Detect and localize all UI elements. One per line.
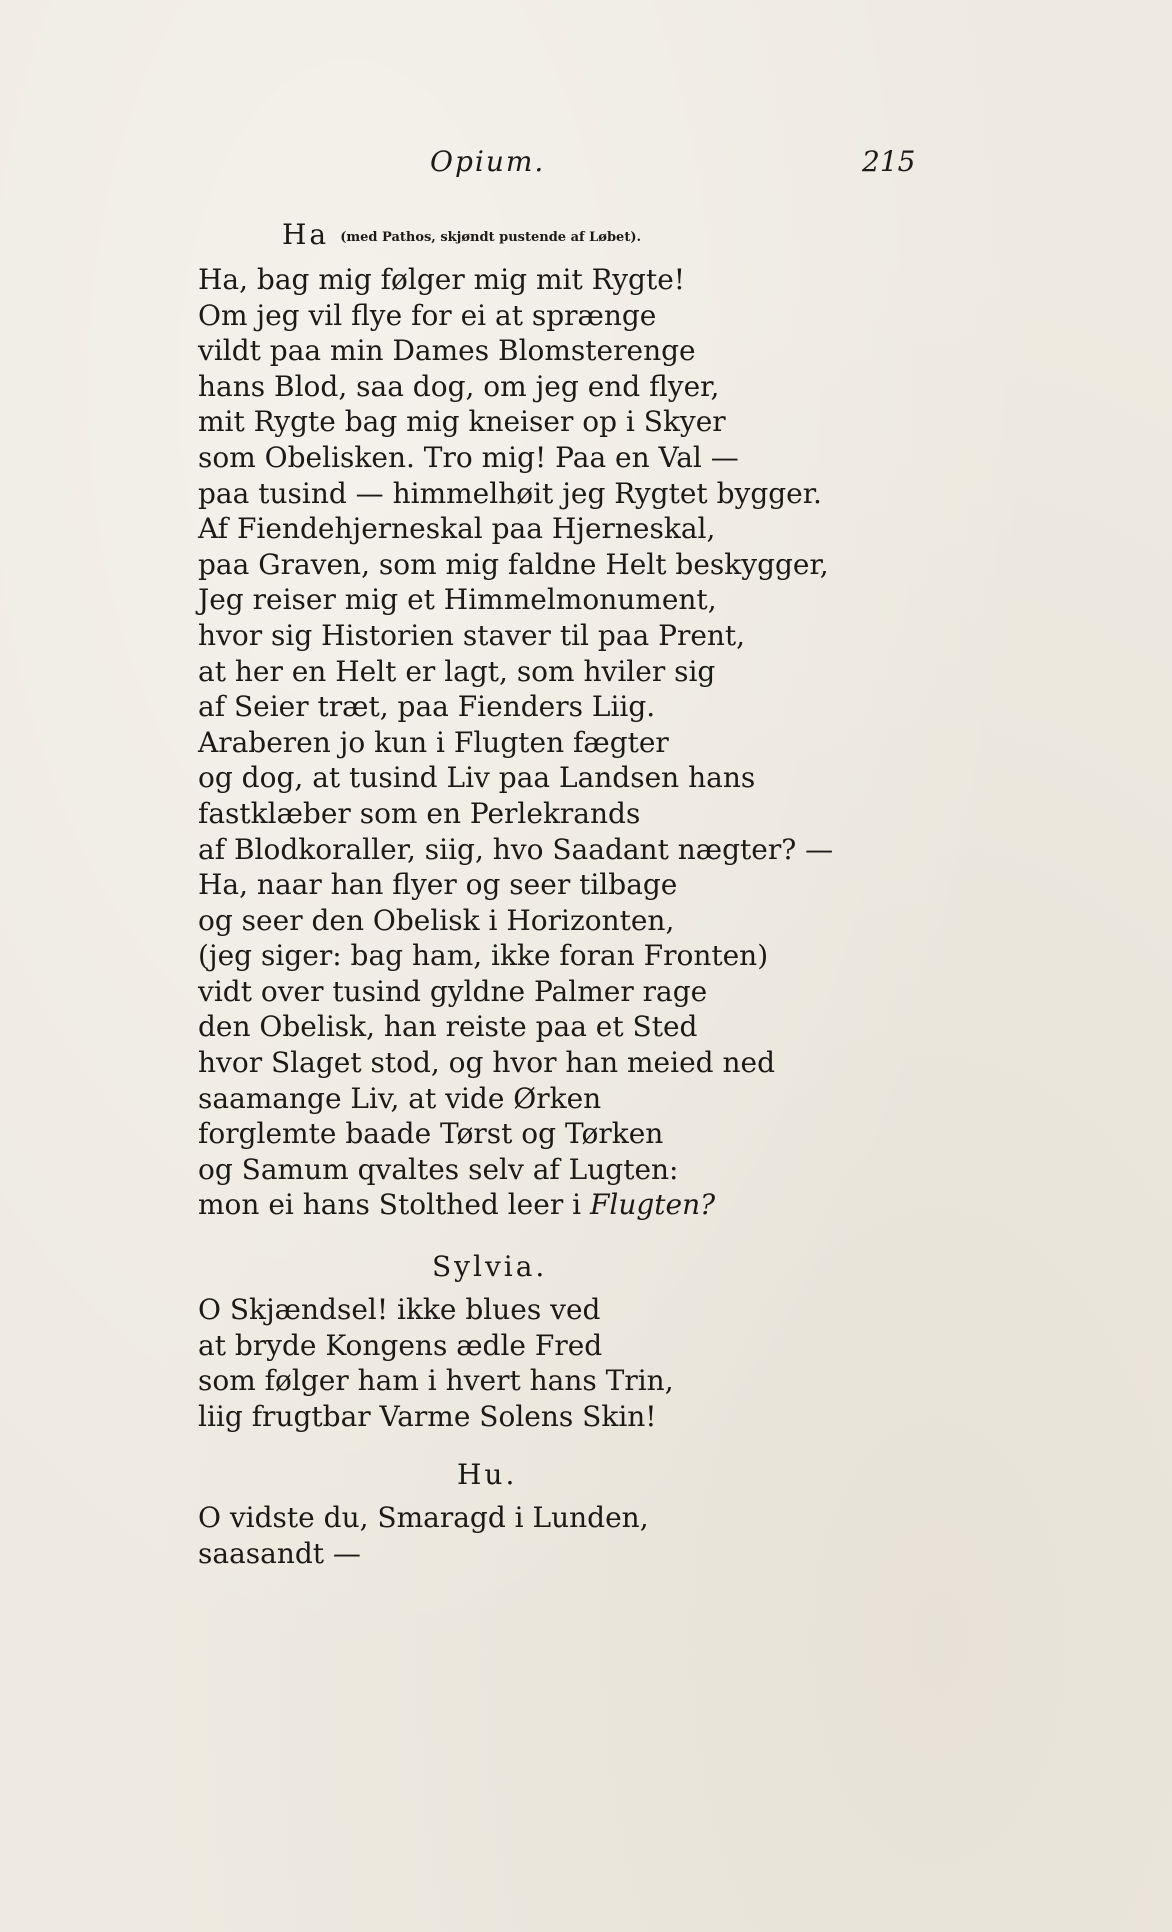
verse-line: at bryde Kongens ædle Fred bbox=[198, 1328, 603, 1362]
verse-line: som følger ham i hvert hans Trin, bbox=[198, 1364, 674, 1398]
verse-line: den Obelisk, han reiste paa et Sted bbox=[198, 1010, 698, 1044]
verse-line-last bbox=[198, 1187, 833, 1223]
verse-line: Araberen jo kun i Flugten fægter bbox=[198, 725, 669, 759]
stage-direction: (med Pathos, skjøndt pustende af Løbet). bbox=[340, 230, 642, 245]
verse-line: mit Rygte bag mig kneiser op i Skyer bbox=[198, 405, 726, 439]
verse-line: saasandt — bbox=[198, 1536, 361, 1570]
speaker-heading-sylvia: Sylvia. bbox=[432, 1250, 548, 1283]
verse-line: O vidste du, Smaragd i Lunden, bbox=[198, 1501, 649, 1534]
verse-line: Ha, naar han flyer og seer tilbage bbox=[198, 868, 678, 902]
verse-line: paa Graven, som mig faldne Helt beskygger, bbox=[198, 547, 829, 581]
verse-line: at her en Helt er lagt, som hviler sig bbox=[198, 654, 716, 688]
verse-line: Om jeg vil flye for ei at sprænge bbox=[198, 298, 657, 332]
verse-line: O Skjændsel! ikke blues ved bbox=[198, 1293, 601, 1326]
verse-block-sylvia bbox=[198, 1292, 674, 1434]
running-header-title: Opium. bbox=[430, 145, 546, 178]
verse-line: saamange Liv, at vide Ørken bbox=[198, 1081, 602, 1115]
speaker-heading-ha bbox=[282, 218, 641, 251]
verse-line: og seer den Obelisk i Horizonten, bbox=[198, 903, 675, 937]
verse-line: hans Blod, saa dog, om jeg end flyer, bbox=[198, 369, 720, 403]
verse-line: Af Fiendehjerneskal paa Hjerneskal, bbox=[198, 512, 716, 546]
verse-block-hu bbox=[198, 1500, 649, 1571]
verse-line: forglemte baade Tørst og Tørken bbox=[198, 1117, 664, 1151]
verse-line: Jeg reiser mig et Himmelmonument, bbox=[198, 583, 717, 617]
speaker-heading-hu: Hu. bbox=[457, 1458, 518, 1491]
verse-line: Ha, bag mig følger mig mit Rygte! bbox=[198, 263, 686, 296]
speaker-name: Ha bbox=[282, 218, 330, 251]
verse-line: hvor Slaget stod, og hvor han meied ned bbox=[198, 1046, 776, 1080]
verse-line: vidt over tusind gyldne Palmer rage bbox=[198, 974, 708, 1008]
verse-line-prefix: mon ei hans Stolthed leer i bbox=[198, 1188, 590, 1222]
verse-line: fastklæber som en Perlekrands bbox=[198, 796, 641, 830]
verse-line: som Obelisken. Tro mig! Paa en Val — bbox=[198, 440, 739, 474]
page-number: 215 bbox=[862, 145, 916, 178]
verse-line-italic: Flugten? bbox=[589, 1188, 716, 1222]
verse-line: hvor sig Historien staver til paa Prent, bbox=[198, 618, 746, 652]
verse-line: af Seier træt, paa Fienders Liig. bbox=[198, 690, 656, 724]
verse-line: paa tusind — himmelhøit jeg Rygtet bygger. bbox=[198, 476, 822, 510]
verse-block-ha bbox=[198, 262, 833, 1223]
verse-line: vildt paa min Dames Blomsterenge bbox=[198, 334, 696, 368]
verse-line: liig frugtbar Varme Solens Skin! bbox=[198, 1399, 657, 1433]
verse-line: og Samum qvaltes selv af Lugten: bbox=[198, 1152, 679, 1186]
verse-line: og dog, at tusind Liv paa Landsen hans bbox=[198, 761, 756, 795]
verse-line: af Blodkoraller, siig, hvo Saadant nægter? — bbox=[198, 832, 834, 866]
verse-line: (jeg siger: bag ham, ikke foran Fronten) bbox=[198, 939, 769, 973]
